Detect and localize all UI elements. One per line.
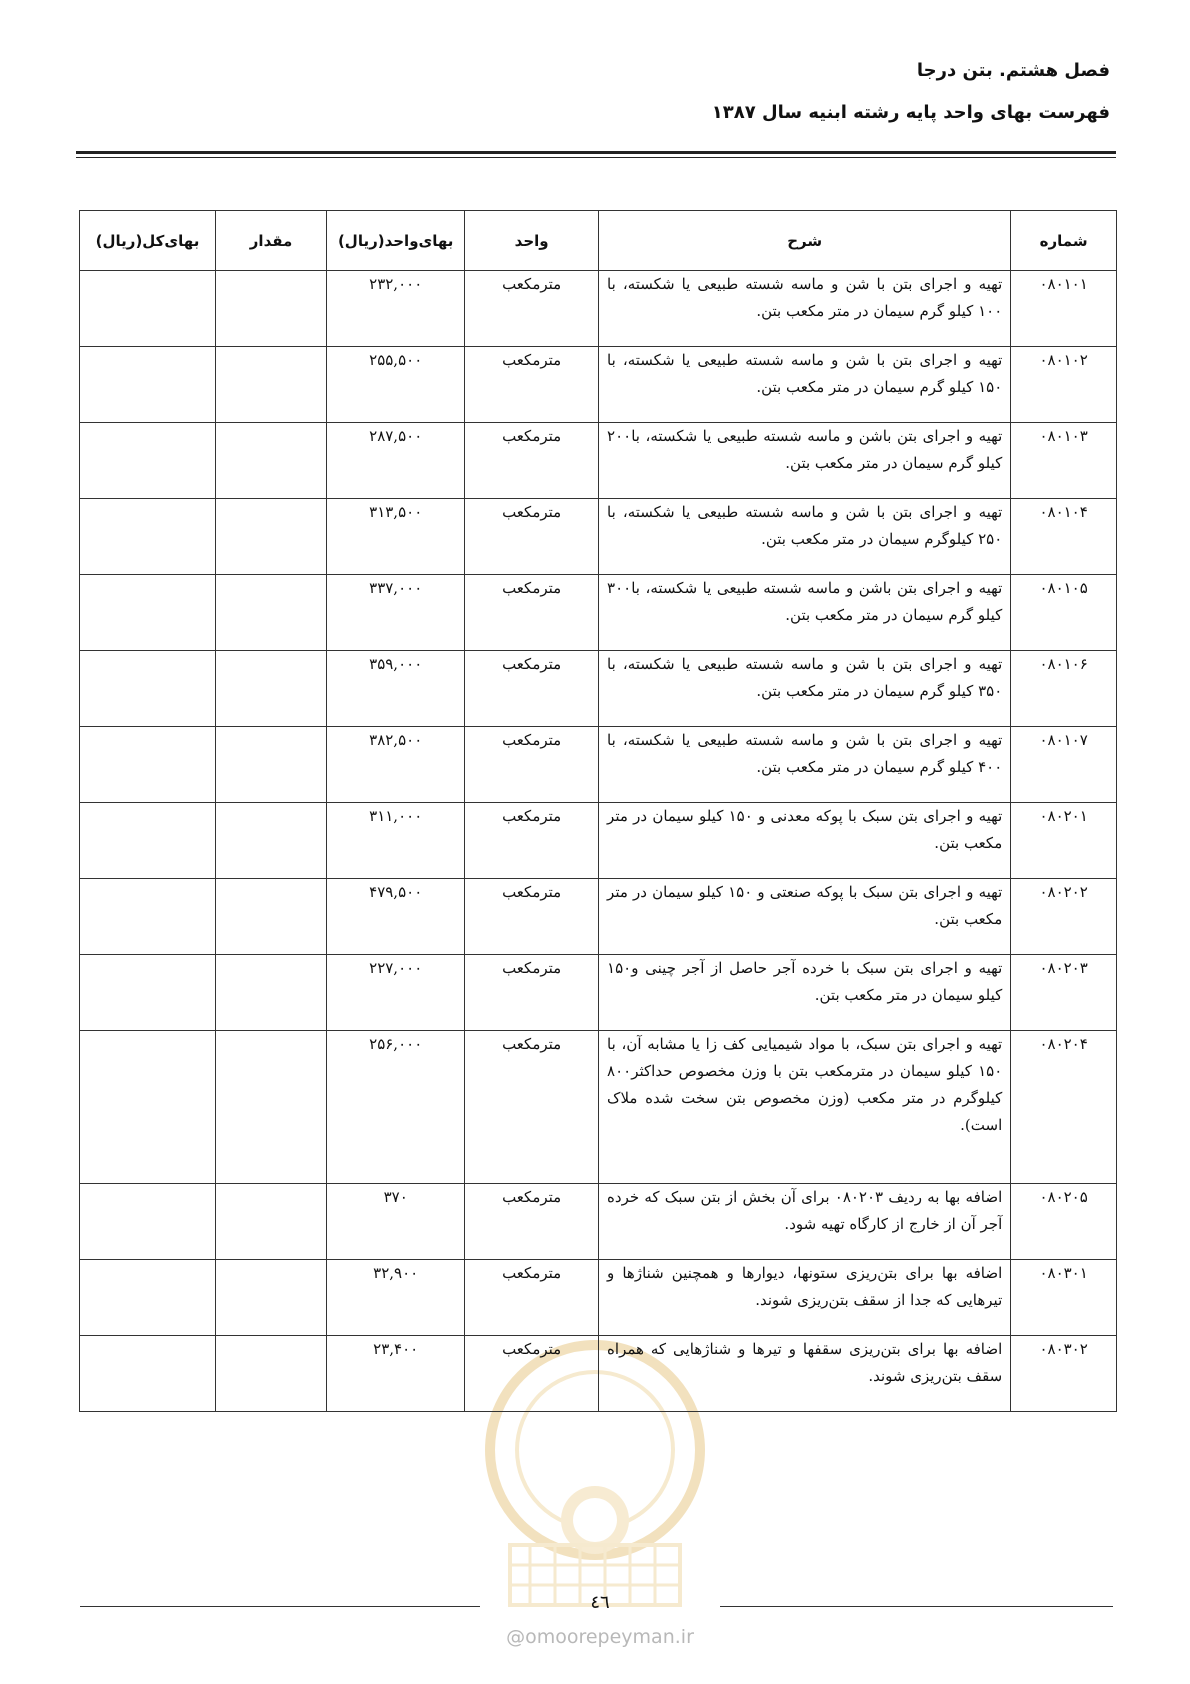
table-row (80, 575, 1117, 651)
table-row (80, 803, 1117, 879)
item-total-price (80, 651, 216, 727)
item-number: ۰۸۰۱۰۳ (1011, 423, 1117, 499)
item-unit-price: ۲۳۲,۰۰۰ (327, 271, 465, 347)
item-total-price (80, 803, 216, 879)
item-description: تهیه و اجرای بتن با شن و ماسه شسته طبیعی یا شکسته، با ۱۵۰ کیلو گرم سیمان در متر مکعب بتن. (599, 347, 1011, 423)
item-quantity (216, 651, 327, 727)
item-description: تهیه و اجرای بتن سبک با پوکه معدنی و ۱۵۰ کیلو سیمان در متر مکعب بتن. (599, 803, 1011, 879)
item-unit: مترمکعب (465, 727, 599, 803)
item-unit-price: ۲۳,۴۰۰ (327, 1336, 465, 1412)
col-header-unit-price: بهای‌واحد(ریال) (327, 211, 465, 271)
page-number: ٤٦ (590, 1592, 610, 1613)
table-row (80, 1031, 1117, 1184)
item-unit: مترمکعب (465, 955, 599, 1031)
item-quantity (216, 879, 327, 955)
table-row (80, 879, 1117, 955)
item-quantity (216, 803, 327, 879)
item-unit: مترمکعب (465, 575, 599, 651)
item-total-price (80, 347, 216, 423)
col-header-description: شرح (599, 211, 1011, 271)
item-quantity (216, 1031, 327, 1184)
item-description: تهیه و اجرای بتن سبک با پوکه صنعتی و ۱۵۰ کیلو سیمان در متر مکعب بتن. (599, 879, 1011, 955)
item-unit-price: ۲۲۷,۰۰۰ (327, 955, 465, 1031)
price-list-table (79, 210, 1117, 1412)
item-total-price (80, 1336, 216, 1412)
item-unit: مترمکعب (465, 423, 599, 499)
item-unit-price: ۳۳۷,۰۰۰ (327, 575, 465, 651)
item-description: تهیه و اجرای بتن باشن و ماسه شسته طبیعی یا شکسته، با۳۰۰ کیلو گرم سیمان در متر مکعب بتن. (599, 575, 1011, 651)
item-unit-price: ۳۱۳,۵۰۰ (327, 499, 465, 575)
item-unit: مترمکعب (465, 1031, 599, 1184)
table-row (80, 955, 1117, 1031)
table-row (80, 271, 1117, 347)
item-unit-price: ۲۵۵,۵۰۰ (327, 347, 465, 423)
item-number: ۰۸۰۱۰۵ (1011, 575, 1117, 651)
header-rule-thick (76, 151, 1116, 154)
item-total-price (80, 879, 216, 955)
item-total-price (80, 1031, 216, 1184)
item-quantity (216, 1336, 327, 1412)
item-quantity (216, 423, 327, 499)
item-unit: مترمکعب (465, 499, 599, 575)
item-unit-price: ۳۲,۹۰۰ (327, 1260, 465, 1336)
item-number: ۰۸۰۳۰۲ (1011, 1336, 1117, 1412)
item-description: تهیه و اجرای بتن با شن و ماسه شسته طبیعی یا شکسته، با ۴۰۰ کیلو گرم سیمان در متر مکعب بتن. (599, 727, 1011, 803)
item-unit: مترمکعب (465, 1260, 599, 1336)
item-quantity (216, 1184, 327, 1260)
page-header (712, 60, 1110, 124)
item-total-price (80, 271, 216, 347)
chapter-heading: فصل هشتم. بتن درجا (916, 60, 1110, 81)
item-total-price (80, 575, 216, 651)
footer-rule-left (80, 1606, 480, 1607)
item-number: ۰۸۰۱۰۶ (1011, 651, 1117, 727)
item-quantity (216, 575, 327, 651)
item-number: ۰۸۰۱۰۷ (1011, 727, 1117, 803)
item-description: اضافه بها برای بتن‌ریزی ستونها، دیوارها و همچنین شناژها و تیرهایی که جدا از سقف بتن‌ریزی شوند. (599, 1260, 1011, 1336)
item-unit: مترمکعب (465, 1336, 599, 1412)
item-number: ۰۸۰۳۰۱ (1011, 1260, 1117, 1336)
item-number: ۰۸۰۱۰۲ (1011, 347, 1117, 423)
item-quantity (216, 271, 327, 347)
item-description: تهیه و اجرای بتن با شن و ماسه شسته طبیعی یا شکسته، با ۱۰۰ کیلو گرم سیمان در متر مکعب بتن. (599, 271, 1011, 347)
table-header-row (80, 211, 1117, 271)
item-total-price (80, 1260, 216, 1336)
item-unit-price: ۳۵۹,۰۰۰ (327, 651, 465, 727)
item-quantity (216, 727, 327, 803)
item-unit-price: ۲۸۷,۵۰۰ (327, 423, 465, 499)
item-total-price (80, 499, 216, 575)
table-row (80, 1184, 1117, 1260)
item-description: تهیه و اجرای بتن سبک، با مواد شیمیایی کف زا یا مشابه آن، با ۱۵۰ کیلو سیمان در مترمکعب بتن با وزن مخصوص حداکثر۸۰۰ کیلوگرم در متر مکعب (وزن مخصوص بتن سخت شده ملاک است). (599, 1031, 1011, 1184)
item-number: ۰۸۰۲۰۱ (1011, 803, 1117, 879)
item-description: تهیه و اجرای بتن سبک با خرده آجر حاصل از آجر چینی و۱۵۰ کیلو سیمان در متر مکعب بتن. (599, 955, 1011, 1031)
item-description: اضافه بها برای بتن‌ریزی سقفها و تیرها و شناژهایی که همراه سقف بتن‌ریزی شوند. (599, 1336, 1011, 1412)
item-quantity (216, 499, 327, 575)
item-quantity (216, 347, 327, 423)
item-number: ۰۸۰۲۰۳ (1011, 955, 1117, 1031)
table-row (80, 423, 1117, 499)
col-header-total-price: بهای‌کل(ریال) (80, 211, 216, 271)
item-number: ۰۸۰۱۰۱ (1011, 271, 1117, 347)
table-row (80, 499, 1117, 575)
item-unit-price: ۲۵۶,۰۰۰ (327, 1031, 465, 1184)
item-number: ۰۸۰۲۰۵ (1011, 1184, 1117, 1260)
table-row (80, 347, 1117, 423)
item-quantity (216, 1260, 327, 1336)
item-unit: مترمکعب (465, 1184, 599, 1260)
item-number: ۰۸۰۱۰۴ (1011, 499, 1117, 575)
item-unit-price: ۳۸۲,۵۰۰ (327, 727, 465, 803)
item-description: اضافه بها به ردیف ۰۸۰۲۰۳ برای آن بخش از بتن سبک که خرده آجر آن از خارج از کارگاه تهیه شود. (599, 1184, 1011, 1260)
col-header-unit: واحد (465, 211, 599, 271)
col-header-number: شماره (1011, 211, 1117, 271)
item-unit-price: ۴۷۹,۵۰۰ (327, 879, 465, 955)
item-quantity (216, 955, 327, 1031)
item-unit: مترمکعب (465, 271, 599, 347)
item-description: تهیه و اجرای بتن باشن و ماسه شسته طبیعی یا شکسته، با۲۰۰ کیلو گرم سیمان در متر مکعب بتن. (599, 423, 1011, 499)
item-unit: مترمکعب (465, 651, 599, 727)
item-description: تهیه و اجرای بتن با شن و ماسه شسته طبیعی یا شکسته، با ۲۵۰ کیلوگرم سیمان در متر مکعب بتن. (599, 499, 1011, 575)
table-row (80, 1260, 1117, 1336)
item-number: ۰۸۰۲۰۲ (1011, 879, 1117, 955)
item-unit-price: ۳۷۰ (327, 1184, 465, 1260)
footer-rule-right (720, 1606, 1113, 1607)
item-total-price (80, 1184, 216, 1260)
item-description: تهیه و اجرای بتن با شن و ماسه شسته طبیعی یا شکسته، با ۳۵۰ کیلو گرم سیمان در متر مکعب بتن. (599, 651, 1011, 727)
col-header-quantity: مقدار (216, 211, 327, 271)
item-unit: مترمکعب (465, 803, 599, 879)
item-total-price (80, 423, 216, 499)
item-number: ۰۸۰۲۰۴ (1011, 1031, 1117, 1184)
table-row (80, 651, 1117, 727)
item-unit-price: ۳۱۱,۰۰۰ (327, 803, 465, 879)
table-row (80, 1336, 1117, 1412)
header-rule-thin (76, 157, 1116, 158)
table-row (80, 727, 1117, 803)
item-total-price (80, 955, 216, 1031)
watermark-text: @omoorepeyman.ir (506, 1626, 694, 1648)
item-total-price (80, 727, 216, 803)
item-unit: مترمکعب (465, 347, 599, 423)
document-title: فهرست بهای واحد پایه رشته ابنیه سال ۱۳۸۷ (711, 102, 1110, 123)
item-unit: مترمکعب (465, 879, 599, 955)
